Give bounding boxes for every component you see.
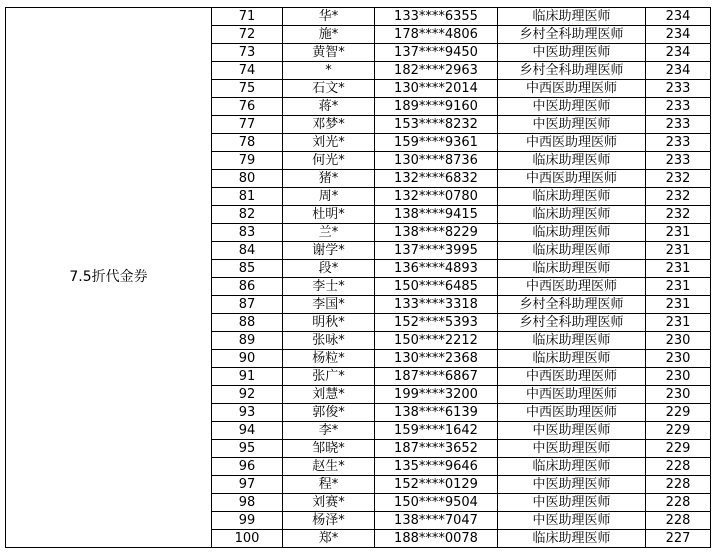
exam-type-cell: 临床助理医师 xyxy=(498,242,646,260)
rank-cell: 82 xyxy=(212,206,283,224)
phone-cell: 132****6832 xyxy=(375,170,498,188)
exam-type-cell: 中医助理医师 xyxy=(498,512,646,530)
rank-cell: 85 xyxy=(212,260,283,278)
name-cell: * xyxy=(283,62,375,80)
score-cell: 228 xyxy=(646,458,711,476)
score-cell: 234 xyxy=(646,44,711,62)
score-cell: 230 xyxy=(646,368,711,386)
rank-cell: 78 xyxy=(212,134,283,152)
score-cell: 232 xyxy=(646,170,711,188)
name-cell: 周* xyxy=(283,188,375,206)
score-cell: 234 xyxy=(646,8,711,26)
phone-cell: 187****6867 xyxy=(375,368,498,386)
name-cell: 邹晓* xyxy=(283,440,375,458)
phone-cell: 178****4806 xyxy=(375,26,498,44)
rank-cell: 73 xyxy=(212,44,283,62)
phone-cell: 137****9450 xyxy=(375,44,498,62)
score-cell: 229 xyxy=(646,404,711,422)
score-cell: 232 xyxy=(646,206,711,224)
rank-cell: 99 xyxy=(212,512,283,530)
score-cell: 234 xyxy=(646,26,711,44)
phone-cell: 159****1642 xyxy=(375,422,498,440)
exam-type-cell: 乡村全科助理医师 xyxy=(498,314,646,332)
phone-cell: 130****8736 xyxy=(375,152,498,170)
phone-cell: 182****2963 xyxy=(375,62,498,80)
prize-cell: 7.5折代金券 xyxy=(6,8,212,548)
name-cell: 张咏* xyxy=(283,332,375,350)
exam-type-cell: 中医助理医师 xyxy=(498,476,646,494)
name-cell: 兰* xyxy=(283,224,375,242)
phone-cell: 138****8229 xyxy=(375,224,498,242)
name-cell: 程* xyxy=(283,476,375,494)
rank-cell: 76 xyxy=(212,98,283,116)
winners-table xyxy=(5,7,711,548)
exam-type-cell: 中医助理医师 xyxy=(498,44,646,62)
phone-cell: 136****4893 xyxy=(375,260,498,278)
rank-cell: 87 xyxy=(212,296,283,314)
rank-cell: 74 xyxy=(212,62,283,80)
score-cell: 231 xyxy=(646,314,711,332)
phone-cell: 132****0780 xyxy=(375,188,498,206)
name-cell: 杨粒* xyxy=(283,350,375,368)
exam-type-cell: 临床助理医师 xyxy=(498,206,646,224)
score-cell: 231 xyxy=(646,224,711,242)
name-cell: 郭俊* xyxy=(283,404,375,422)
exam-type-cell: 中西医助理医师 xyxy=(498,278,646,296)
rank-cell: 75 xyxy=(212,80,283,98)
score-cell: 233 xyxy=(646,116,711,134)
rank-cell: 88 xyxy=(212,314,283,332)
exam-type-cell: 中西医助理医师 xyxy=(498,404,646,422)
phone-cell: 138****7047 xyxy=(375,512,498,530)
phone-cell: 189****9160 xyxy=(375,98,498,116)
rank-cell: 94 xyxy=(212,422,283,440)
score-cell: 231 xyxy=(646,260,711,278)
name-cell: 杨泽* xyxy=(283,512,375,530)
name-cell: 段* xyxy=(283,260,375,278)
score-cell: 230 xyxy=(646,350,711,368)
rank-cell: 92 xyxy=(212,386,283,404)
rank-cell: 97 xyxy=(212,476,283,494)
exam-type-cell: 临床助理医师 xyxy=(498,224,646,242)
exam-type-cell: 临床助理医师 xyxy=(498,188,646,206)
score-cell: 233 xyxy=(646,98,711,116)
phone-cell: 159****9361 xyxy=(375,134,498,152)
name-cell: 赵生* xyxy=(283,458,375,476)
rank-cell: 95 xyxy=(212,440,283,458)
phone-cell: 137****3995 xyxy=(375,242,498,260)
exam-type-cell: 中医助理医师 xyxy=(498,98,646,116)
rank-cell: 71 xyxy=(212,8,283,26)
exam-type-cell: 中医助理医师 xyxy=(498,494,646,512)
name-cell: 郑* xyxy=(283,530,375,548)
score-cell: 228 xyxy=(646,494,711,512)
phone-cell: 150****2212 xyxy=(375,332,498,350)
phone-cell: 135****9646 xyxy=(375,458,498,476)
score-cell: 230 xyxy=(646,386,711,404)
exam-type-cell: 中西医助理医师 xyxy=(498,80,646,98)
exam-type-cell: 临床助理医师 xyxy=(498,8,646,26)
name-cell: 蒋* xyxy=(283,98,375,116)
rank-cell: 91 xyxy=(212,368,283,386)
phone-cell: 138****9415 xyxy=(375,206,498,224)
rank-cell: 90 xyxy=(212,350,283,368)
name-cell: 杜明* xyxy=(283,206,375,224)
name-cell: 何光* xyxy=(283,152,375,170)
score-cell: 234 xyxy=(646,62,711,80)
name-cell: 施* xyxy=(283,26,375,44)
score-cell: 231 xyxy=(646,296,711,314)
rank-cell: 81 xyxy=(212,188,283,206)
rank-cell: 83 xyxy=(212,224,283,242)
phone-cell: 199****3200 xyxy=(375,386,498,404)
name-cell: 石文* xyxy=(283,80,375,98)
score-cell: 229 xyxy=(646,440,711,458)
exam-type-cell: 临床助理医师 xyxy=(498,260,646,278)
rank-cell: 80 xyxy=(212,170,283,188)
exam-type-cell: 乡村全科助理医师 xyxy=(498,62,646,80)
phone-cell: 130****2014 xyxy=(375,80,498,98)
phone-cell: 150****9504 xyxy=(375,494,498,512)
phone-cell: 153****8232 xyxy=(375,116,498,134)
rank-cell: 93 xyxy=(212,404,283,422)
exam-type-cell: 乡村全科助理医师 xyxy=(498,26,646,44)
phone-cell: 130****2368 xyxy=(375,350,498,368)
rank-cell: 84 xyxy=(212,242,283,260)
score-cell: 227 xyxy=(646,530,711,548)
name-cell: 刘慧* xyxy=(283,386,375,404)
exam-type-cell: 乡村全科助理医师 xyxy=(498,296,646,314)
name-cell: 李* xyxy=(283,422,375,440)
rank-cell: 86 xyxy=(212,278,283,296)
table-row xyxy=(6,8,711,26)
score-cell: 228 xyxy=(646,512,711,530)
exam-type-cell: 中医助理医师 xyxy=(498,116,646,134)
name-cell: 李国* xyxy=(283,296,375,314)
rank-cell: 89 xyxy=(212,332,283,350)
exam-type-cell: 临床助理医师 xyxy=(498,350,646,368)
phone-cell: 152****5393 xyxy=(375,314,498,332)
exam-type-cell: 中西医助理医师 xyxy=(498,134,646,152)
score-cell: 231 xyxy=(646,278,711,296)
rank-cell: 79 xyxy=(212,152,283,170)
score-cell: 232 xyxy=(646,188,711,206)
score-cell: 233 xyxy=(646,80,711,98)
rank-cell: 100 xyxy=(212,530,283,548)
phone-cell: 133****3318 xyxy=(375,296,498,314)
phone-cell: 133****6355 xyxy=(375,8,498,26)
rank-cell: 72 xyxy=(212,26,283,44)
exam-type-cell: 临床助理医师 xyxy=(498,530,646,548)
phone-cell: 188****0078 xyxy=(375,530,498,548)
name-cell: 刘赛* xyxy=(283,494,375,512)
exam-type-cell: 中西医助理医师 xyxy=(498,170,646,188)
name-cell: 黄智* xyxy=(283,44,375,62)
score-cell: 230 xyxy=(646,332,711,350)
exam-type-cell: 中西医助理医师 xyxy=(498,368,646,386)
exam-type-cell: 临床助理医师 xyxy=(498,332,646,350)
name-cell: 华* xyxy=(283,8,375,26)
exam-type-cell: 中医助理医师 xyxy=(498,422,646,440)
score-cell: 229 xyxy=(646,422,711,440)
exam-type-cell: 中西医助理医师 xyxy=(498,386,646,404)
score-cell: 233 xyxy=(646,152,711,170)
name-cell: 明秋* xyxy=(283,314,375,332)
exam-type-cell: 临床助理医师 xyxy=(498,458,646,476)
score-cell: 228 xyxy=(646,476,711,494)
name-cell: 猪* xyxy=(283,170,375,188)
rank-cell: 96 xyxy=(212,458,283,476)
name-cell: 李士* xyxy=(283,278,375,296)
name-cell: 刘光* xyxy=(283,134,375,152)
phone-cell: 187****3652 xyxy=(375,440,498,458)
rank-cell: 77 xyxy=(212,116,283,134)
phone-cell: 150****6485 xyxy=(375,278,498,296)
rank-cell: 98 xyxy=(212,494,283,512)
score-cell: 233 xyxy=(646,134,711,152)
score-cell: 231 xyxy=(646,242,711,260)
phone-cell: 138****6139 xyxy=(375,404,498,422)
exam-type-cell: 中医助理医师 xyxy=(498,440,646,458)
name-cell: 张广* xyxy=(283,368,375,386)
name-cell: 邓梦* xyxy=(283,116,375,134)
winners-table-body xyxy=(6,8,711,548)
exam-type-cell: 临床助理医师 xyxy=(498,152,646,170)
name-cell: 谢学* xyxy=(283,242,375,260)
phone-cell: 152****0129 xyxy=(375,476,498,494)
